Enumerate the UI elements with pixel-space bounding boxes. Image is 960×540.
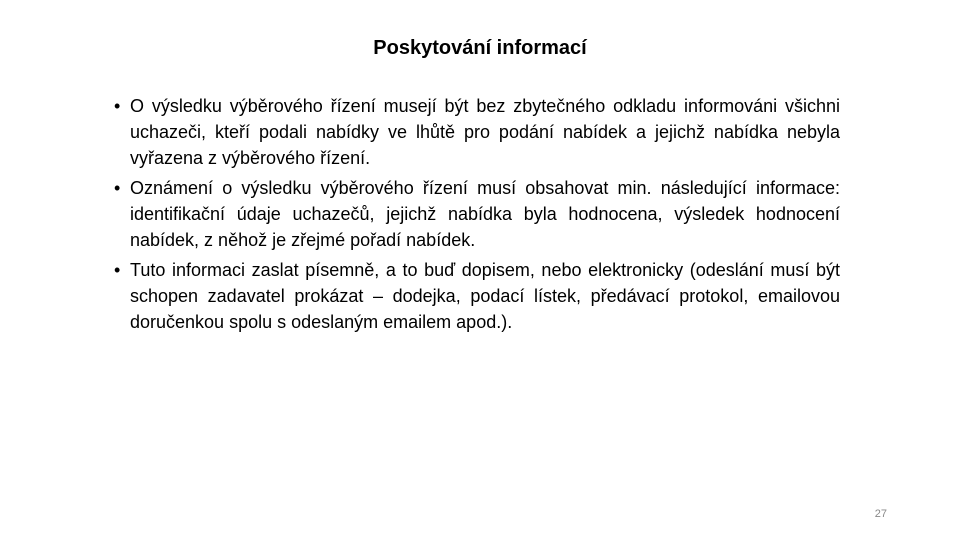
bullet-text: O výsledku výběrového řízení musejí být bez zbytečného odkladu informováni všichni uchazeči, kteří podali nabídky ve lhůtě pro podání nabídek a jejichž nabídka nebyla vyřazena z výběrového řízení. <box>130 96 840 168</box>
bullet-marker: • <box>114 178 121 198</box>
bullet-marker: • <box>114 260 121 280</box>
bullet-list <box>113 93 840 339</box>
bullet-text: Oznámení o výsledku výběrového řízení musí obsahovat min. následující informace: identifikační údaje uchazečů, jejichž nabídka byla hodnocena, výsledek hodnocení nabídek, z něhož je zřejmé pořadí nabídek. <box>130 178 840 250</box>
page-number: 27 <box>874 508 887 520</box>
bullet-item <box>113 257 840 335</box>
slide-title: Poskytování informací <box>373 37 587 59</box>
bullet-item <box>113 93 840 171</box>
bullet-marker: • <box>114 96 121 116</box>
bullet-text: Tuto informaci zaslat písemně, a to buď dopisem, nebo elektronicky (odeslání musí být schopen zadavatel prokázat – dodejka, podací lístek, předávací protokol, emailovou doručenkou spolu s odeslaným emailem apod.). <box>130 260 840 332</box>
bullet-item <box>113 175 840 253</box>
